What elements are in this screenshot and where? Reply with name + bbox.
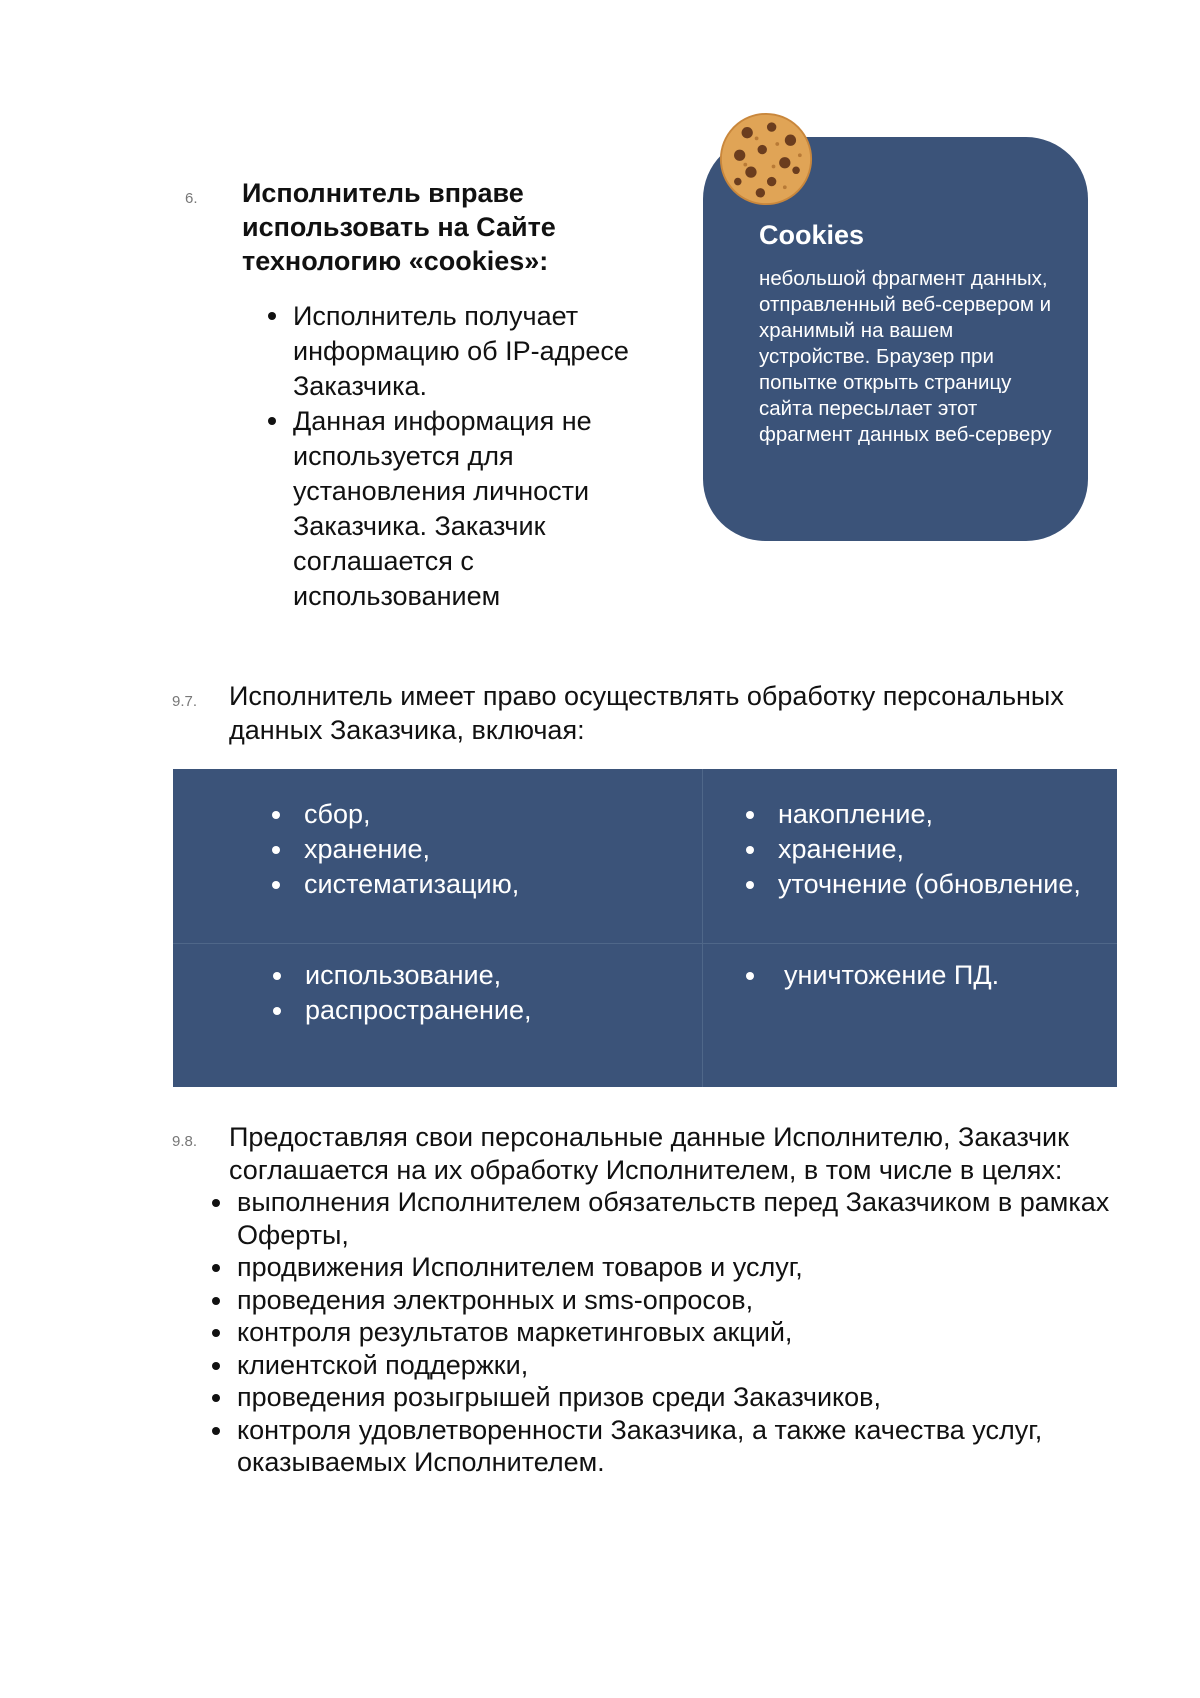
section-9-7-text: Исполнитель имеет право осуществлять обработку персональных данных Заказчика, включая:: [229, 681, 1064, 745]
list-item: проведения электронных и sms-опросов,: [210, 1284, 1130, 1317]
list-item: Данная информация не используется для установления личности Заказчика. Заказчик соглашается с использованием: [266, 404, 656, 614]
section-9-8-list: [210, 1186, 1130, 1479]
list-item: выполнения Исполнителем обязательств перед Заказчиком в рамках Оферты,: [210, 1186, 1130, 1251]
list-item: уточнение (обновление,: [746, 867, 1117, 902]
section-9-7-number: 9.7.: [172, 693, 198, 710]
list-item: контроля результатов маркетинговых акций,: [210, 1316, 1130, 1349]
list-item: распространение,: [273, 993, 702, 1028]
cookie-icon: [719, 112, 813, 206]
section-9-8-number: 9.8.: [172, 1133, 198, 1150]
grid-cell-bottom-right: [703, 944, 1117, 1087]
list-item: хранение,: [272, 832, 702, 867]
list-item: контроля удовлетворенности Заказчика, а также качества услуг, оказываемых Исполнителем.: [210, 1414, 1130, 1479]
grid-cell-top-right: [703, 769, 1117, 944]
list-item: использование,: [273, 958, 702, 993]
section-9-8-text: Предоставляя свои персональные данные Исполнителю, Заказчик соглашается на их обработку Исполнителем, в том числе в целях:: [229, 1122, 1069, 1185]
list-item: накопление,: [746, 797, 1117, 832]
processing-actions-grid: [173, 769, 1117, 1087]
list-item: систематизацию,: [272, 867, 702, 902]
section-6-number: 6.: [185, 190, 198, 207]
grid-cell-top-left: [173, 769, 703, 944]
list-item: хранение,: [746, 832, 1117, 867]
section-6-title: Исполнитель вправе использовать на Сайте технологию «cookies»:: [242, 178, 556, 276]
section-6-list: [266, 299, 656, 614]
grid-cell-bottom-left: [173, 944, 703, 1087]
card-text: небольшой фрагмент данных, отправленный веб-сервером и хранимый на вашем устройстве. Браузер при попытке открыть страницу сайта пересылает этот фрагмент данных веб-серверу: [759, 267, 1052, 446]
list-item: продвижения Исполнителем товаров и услуг,: [210, 1251, 1130, 1284]
list-item: проведения розыгрышей призов среди Заказчиков,: [210, 1381, 1130, 1414]
list-item: уничтожение ПД.: [746, 958, 1117, 993]
card-title: Cookies: [759, 220, 865, 250]
list-item: сбор,: [272, 797, 702, 832]
list-item: клиентской поддержки,: [210, 1349, 1130, 1382]
list-item: Исполнитель получает информацию об IP-адресе Заказчика.: [266, 299, 656, 404]
